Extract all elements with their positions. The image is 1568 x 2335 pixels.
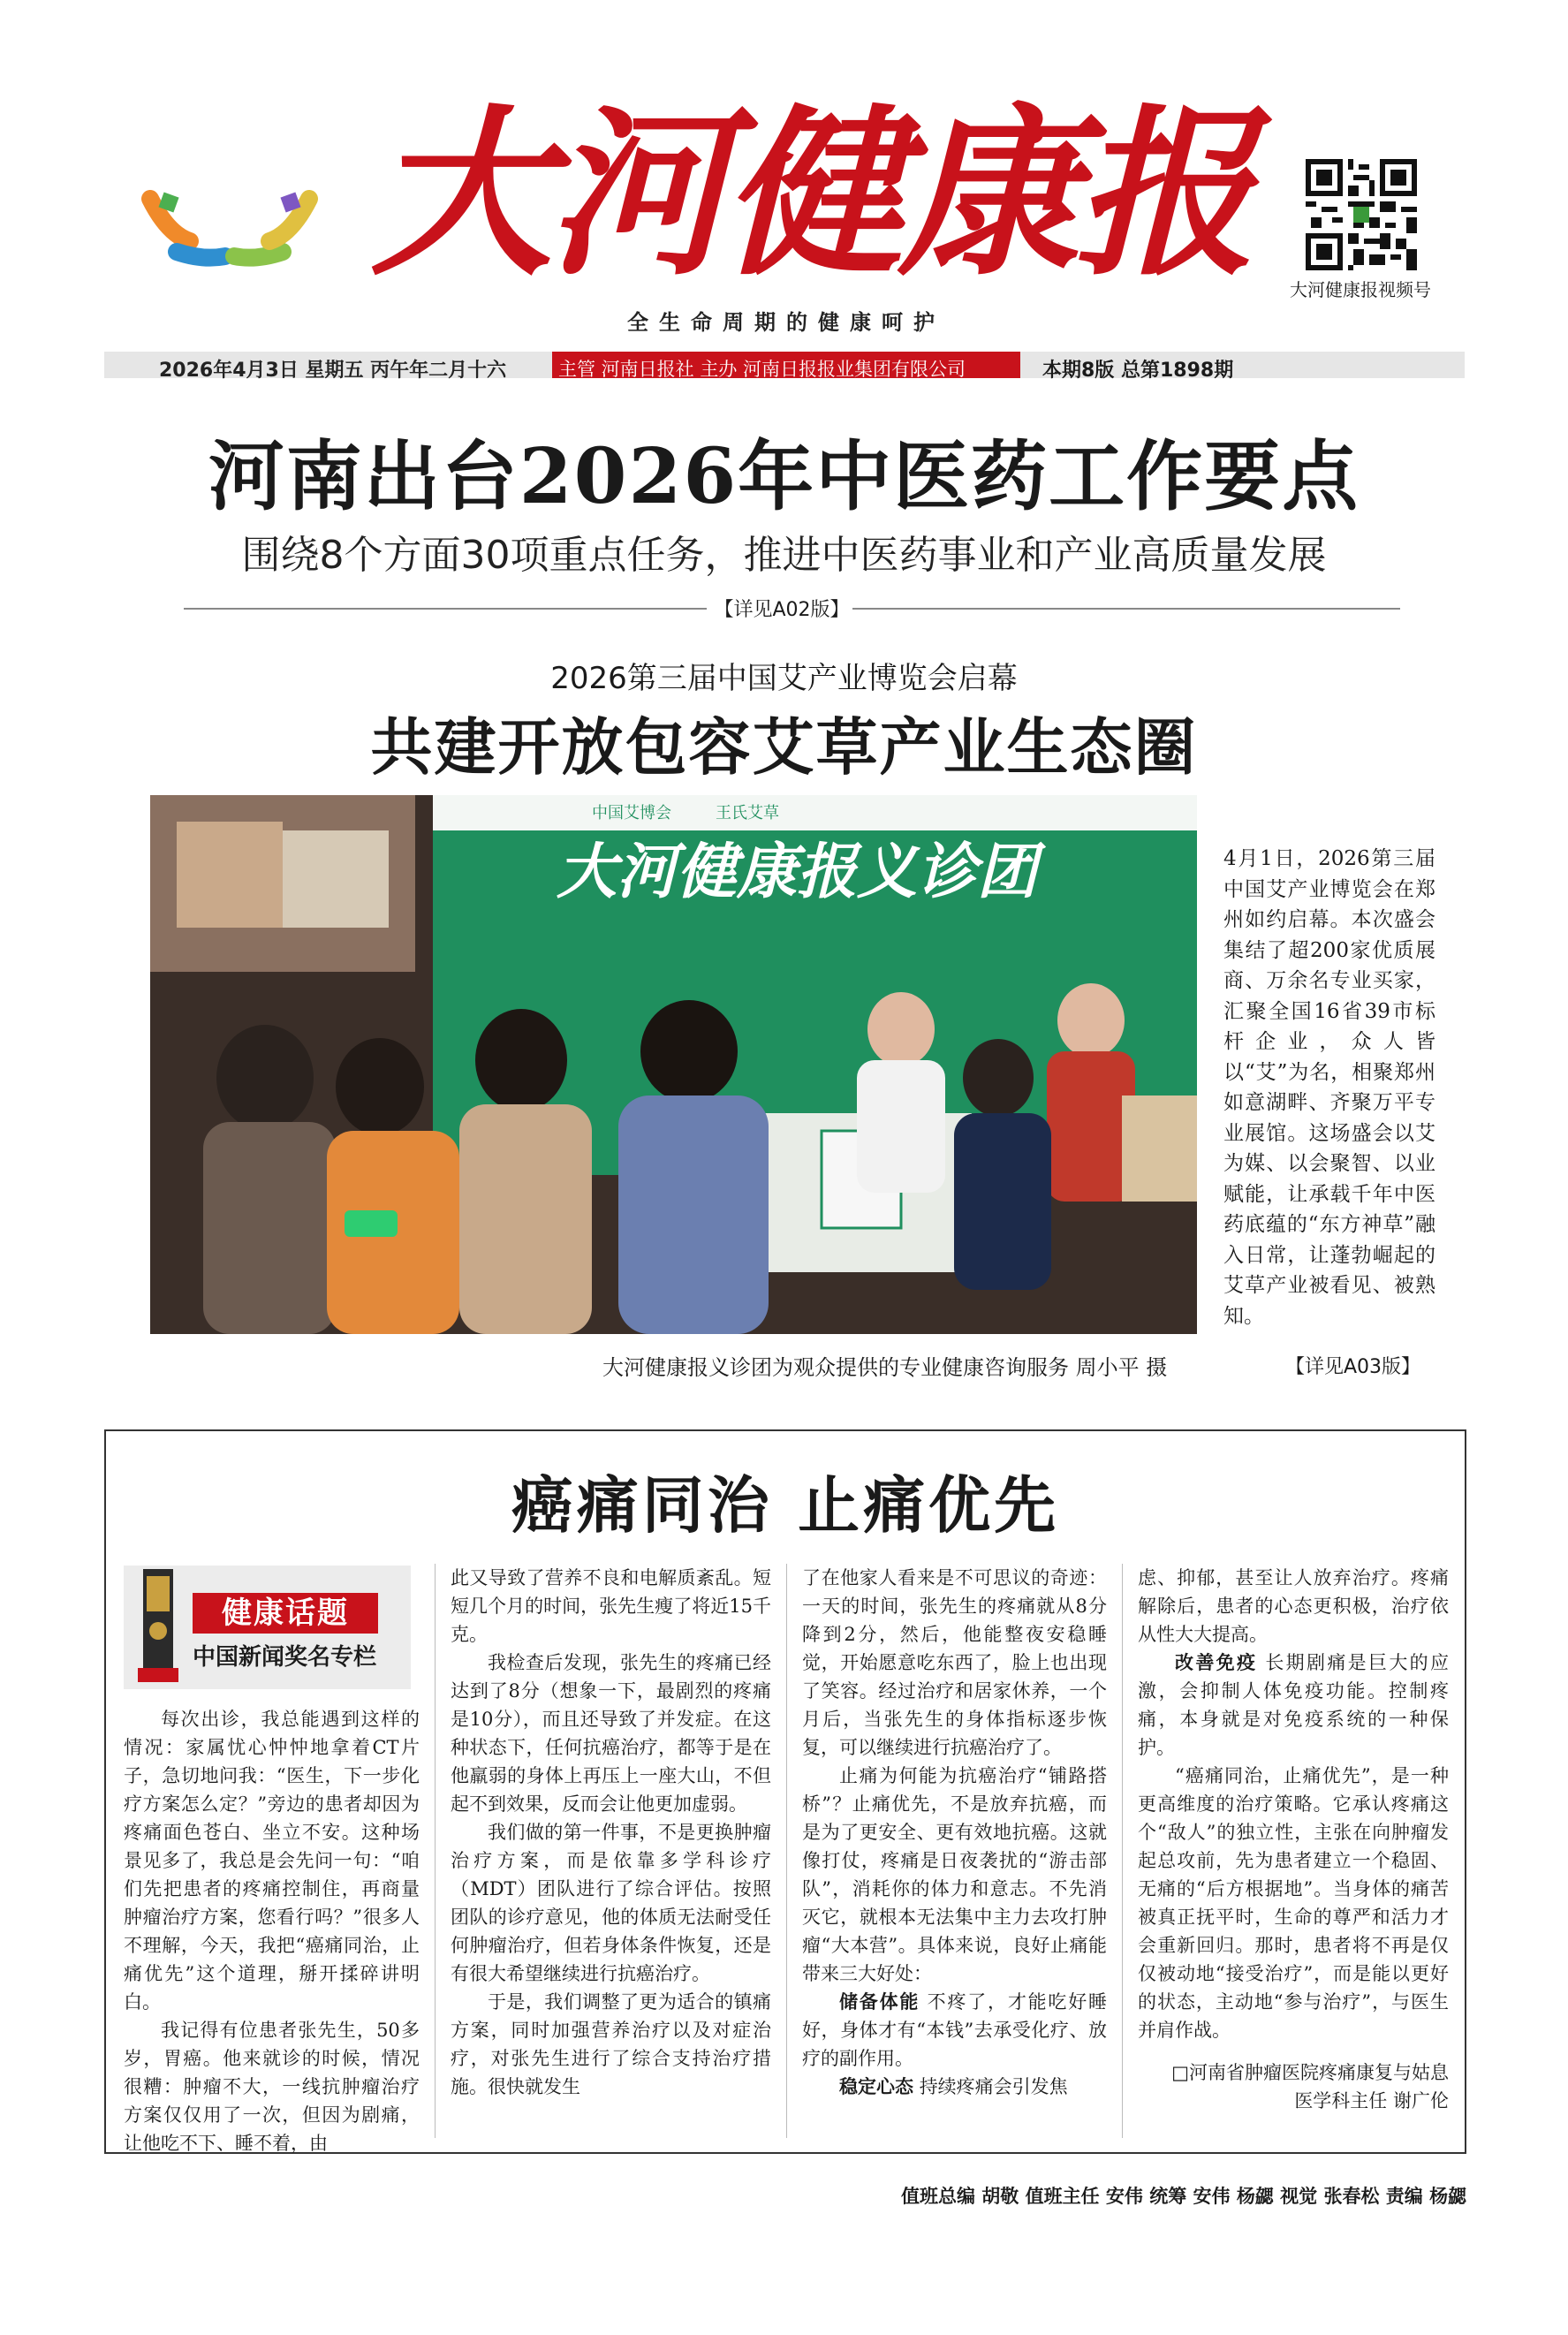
article-paragraph: 了在他家人看来是不可思议的奇迹：一天的时间，张先生的疼痛就从8分降到2分，然后，他能整夜安稳睡觉，开始愿意吃东西了，脸上也出现了笑容。经过治疗和居家休养，一个月后，当张先生的身体指标逐步恢复，可以继续进行抗癌治疗了。 — [802, 1567, 1107, 1758]
lead-subhead: 围绕8个方面30项重点任务，推进中医药事业和产业高质量发展 — [241, 533, 1327, 578]
author-line: □河南省肿瘤医院疼痛康复与姑息 — [1171, 2062, 1449, 2083]
column-divider — [435, 1564, 436, 2138]
masthead-slogan: 全生命周期的健康呵护 — [627, 310, 945, 335]
article-paragraph: 我检查后发现，张先生的疼痛已经达到了8分（想象一下，最剧烈的疼痛是10分），而且还导致了并发症。在这种状态下，任何抗癌治疗，都等于是在他羸弱的身体上再压上一座大山，不但起不到效果，反而会让他更加虚弱。 — [451, 1652, 771, 1815]
divider-rule — [184, 608, 707, 610]
lead-headline[interactable]: 河南出台2026年中医药工作要点 — [208, 432, 1360, 521]
article-paragraph: “癌痛同治，止痛优先”，是一种更高维度的治疗策略。它承认疼痛这个“敌人”的独立性，主张在向肿瘤发起总攻前，先为患者建立一个稳固、无痛的“后方根据地”。当身体的痛苦被真正抚平时，生命的尊严和活力才会重新回归。那时，患者将不再是仅仅被动地“接受治疗”，而是能以更好的状态，主动地“参与治疗”，与医生并肩作战。 — [1138, 1765, 1449, 2041]
article-column-3 — [802, 1564, 1107, 2101]
award-trophy-icon — [133, 1569, 184, 1682]
column-divider — [786, 1564, 787, 2138]
photo-banner-left: 中国艾博会 — [592, 804, 671, 823]
photo-sign-text: 大河健康报义诊团 — [557, 837, 1038, 907]
sponsor-text: 主管 河南日报社 主办 河南日报报业集团有限公司 — [558, 359, 966, 380]
article-paragraph: 止痛为何能为抗癌治疗“铺路搭桥”？止痛优先，不是放弃抗癌，而是为了更安全、更有效地抗癌。这就像打仗，疼痛是日夜袭扰的“游击部队”，消耗你的体力和意志。不先消灭它，就根本无法集中主力去攻打肿瘤“大本营”。具体来说，良好止痛能带来三大好处： — [802, 1765, 1107, 1984]
qr-caption: 大河健康报视频号 — [1290, 279, 1431, 300]
column-badge-label: 健康话题 — [193, 1593, 378, 1634]
editorial-credits: 值班总编 胡敬 值班主任 安伟 统筹 安伟 杨勰 视觉 张春松 责编 杨勰 — [901, 2186, 1467, 2207]
see-page-a02-link[interactable]: 【详见A02版】 — [714, 599, 850, 621]
expo-photo — [150, 795, 1197, 1334]
benefit-text: 不疼了，才能吃好睡好，身体才有“本钱”去承受化疗、放疗的副作用。 — [802, 1991, 1108, 2069]
benefit-heading: 稳定心态 — [839, 2076, 913, 2097]
issue-date: 2026年4月3日 星期五 丙午年二月十六 — [159, 360, 507, 382]
divider-rule — [852, 608, 1400, 610]
article-paragraph: 我记得有位患者张先生，50多岁，胃癌。他来就诊的时候，情况很糟：肿瘤不大，一线抗肿瘤治疗方案仅仅用了一次，但因为剧痛，让他吃不下、睡不着，由 — [124, 2020, 420, 2154]
second-story-headline[interactable]: 共建开放包容艾草产业生态圈 — [370, 710, 1198, 784]
benefit-heading: 改善免疫 — [1175, 1652, 1258, 1673]
second-story-kicker: 2026第三届中国艾产业博览会启幕 — [550, 661, 1018, 696]
masthead-title: 大河健康报 — [371, 88, 1250, 300]
article-column-1 — [124, 1705, 420, 2157]
newspaper-logo-mark — [141, 172, 318, 269]
expo-summary-text: 4月1日，2026第三届中国艾产业博览会在郑州如约启幕。本次盛会集结了超200家优质展商、万余名专业买家，汇聚全国16省39市标杆企业，众人皆以“艾”为名，相聚郑州如意湖畔、齐聚万平专业展馆。这场盛会以艾为媒、以会聚智、以业赋能，让承载千年中医药底蕴的“东方神草”融入日常，让蓬勃崛起的艾草产业被看见、被熟知。 — [1223, 847, 1435, 1328]
benefit-heading: 储备体能 — [839, 1991, 920, 2013]
article-paragraph — [802, 1988, 1107, 2073]
article-column-2 — [451, 1564, 771, 2101]
see-page-a03-link[interactable]: 【详见A03版】 — [1285, 1356, 1421, 1378]
column-divider — [1122, 1564, 1123, 2138]
qr-code-icon[interactable] — [1306, 159, 1417, 270]
feature-title[interactable]: 癌痛同治 止痛优先 — [511, 1468, 1060, 1542]
article-paragraph — [802, 2073, 1107, 2101]
photo-caption: 大河健康报义诊团为观众提供的专业健康咨询服务 周小平 摄 — [602, 1355, 1168, 1380]
edition-info: 本期8版 总第1898期 — [1042, 360, 1234, 382]
article-paragraph: 于是，我们调整了更为适合的镇痛方案，同时加强营养治疗以及对症治疗，对张先生进行了综合支持治疗措施。很快就发生 — [451, 1991, 771, 2097]
article-column-4 — [1138, 1564, 1449, 2115]
article-paragraph — [1138, 1649, 1449, 1762]
article-paragraph: 每次出诊，我总能遇到这样的情况：家属忧心忡忡地拿着CT片子，急切地问我：“医生，下一步化疗方案怎么定？”旁边的患者却因为疼痛面色苍白、坐立不安。这种场景见多了，我总是会先问一句：“咱们先把患者的疼痛控制住，再商量肿瘤治疗方案，您看行吗？”很多人不理解，今天，我把“癌痛同治，止痛优先”这个道理，掰开揉碎讲明白。 — [124, 1709, 420, 2013]
article-paragraph: 此又导致了营养不良和电解质紊乱。短短几个月的时间，张先生瘦了将近15千克。 — [451, 1567, 771, 1645]
column-badge-subtitle: 中国新闻奖名专栏 — [193, 1644, 377, 1671]
photo-banner-right: 王氏艾草 — [716, 804, 779, 823]
benefit-text: 持续疼痛会引发焦 — [919, 2076, 1068, 2097]
article-paragraph: 我们做的第一件事，不是更换肿瘤治疗方案，而是依靠多学科诊疗（MDT）团队进行了综合评估。按照团队的诊疗意见，他的体质无法耐受任何肿瘤治疗，但若身体条件恢复，还是有很大希望继续进行抗癌治疗。 — [451, 1822, 771, 1984]
article-paragraph: 虑、抑郁，甚至让人放弃治疗。疼痛解除后，患者的心态更积极，治疗依从性大大提高。 — [1138, 1567, 1449, 1645]
author-line: 医学科主任 谢广伦 — [1294, 2090, 1449, 2111]
benefit-text: 长期剧痛是巨大的应激，会抑制人体免疫功能。控制疼痛，本身就是对免疫系统的一种保护。 — [1138, 1652, 1449, 1758]
